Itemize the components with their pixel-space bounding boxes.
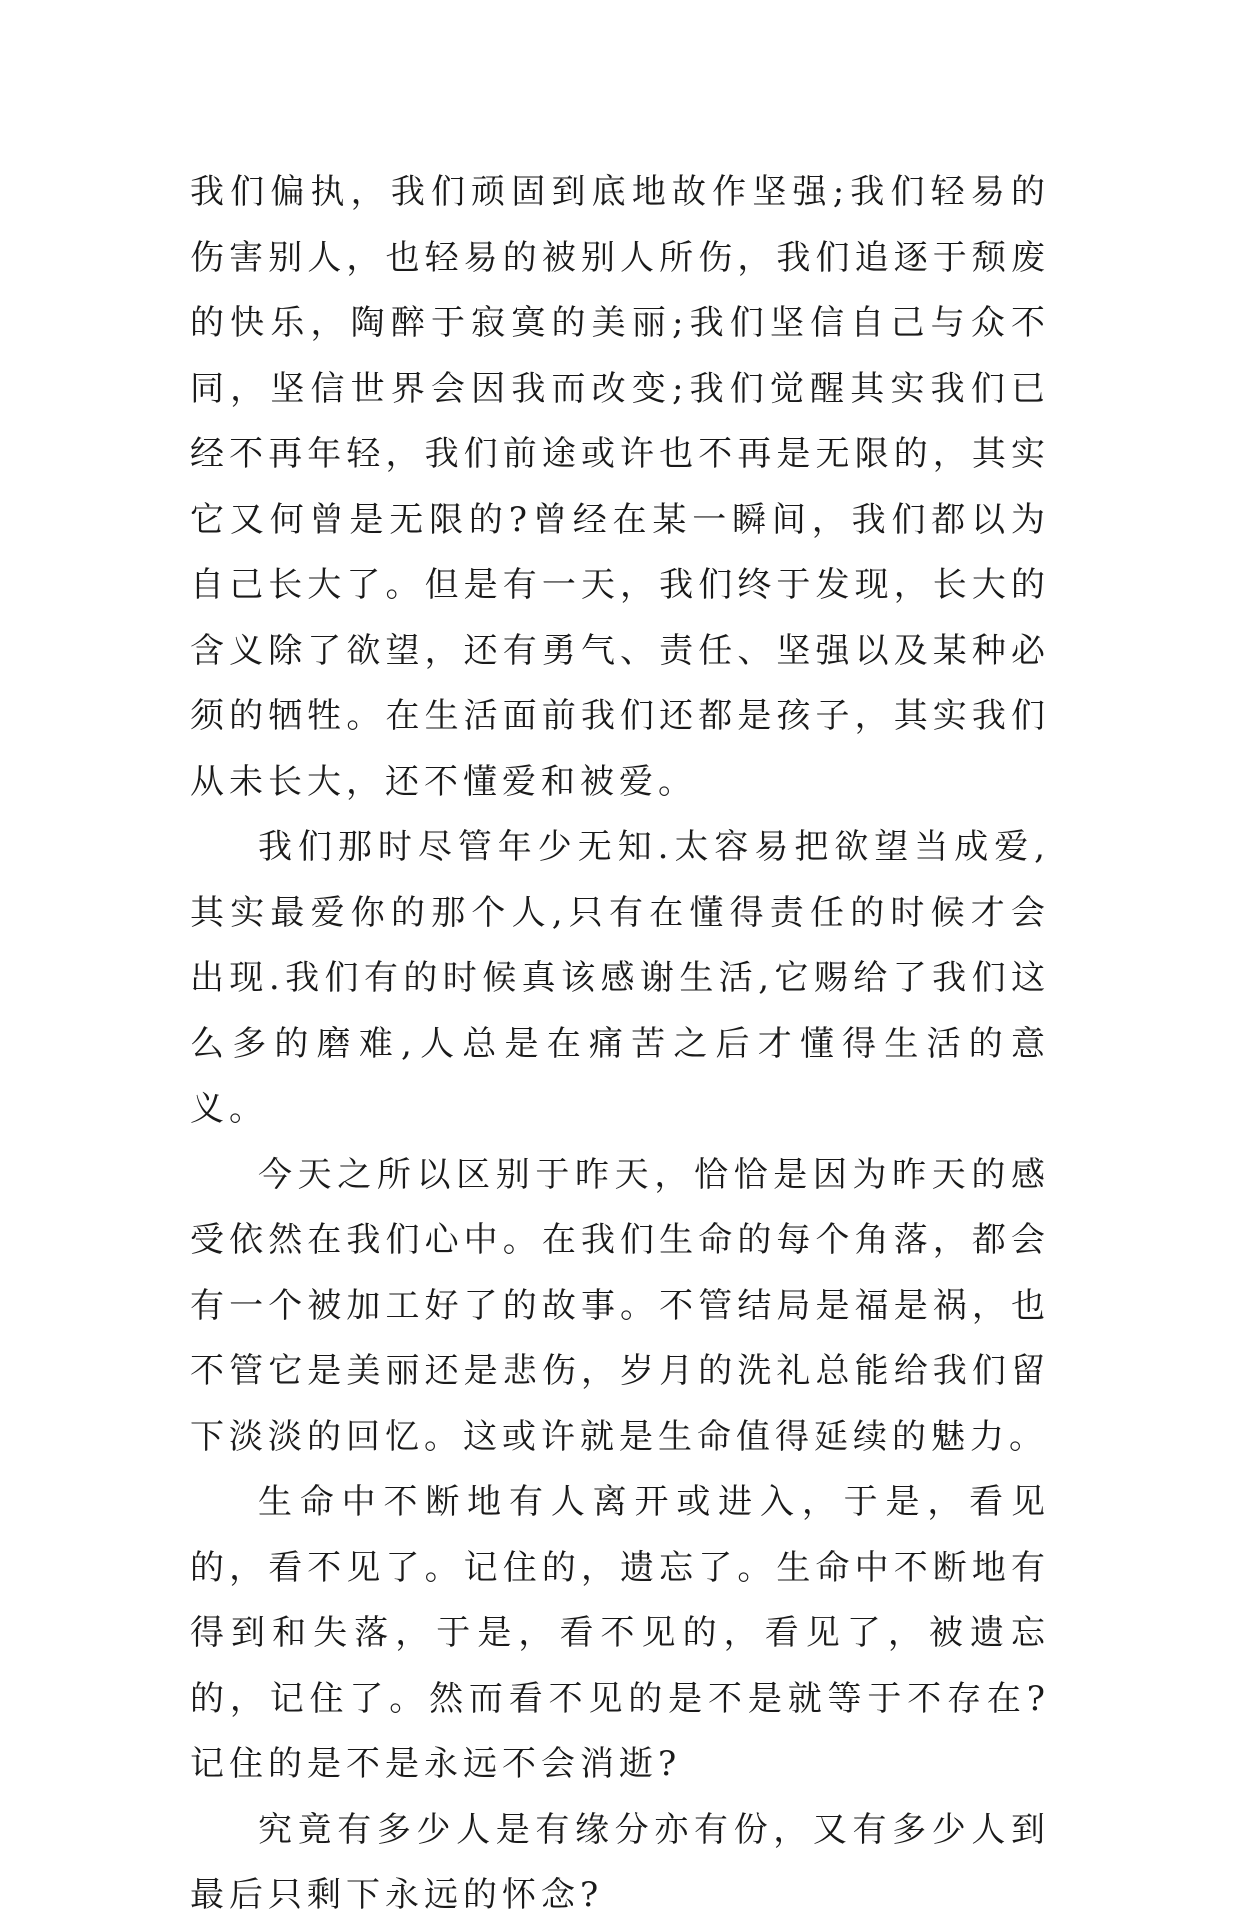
paragraph-1: 我们偏执，我们顽固到底地故作坚强;我们轻易的伤害别人，也轻易的被别人所伤，我们追逐于颓废的快乐，陶醉于寂寞的美丽;我们坚信自己与众不同，坚信世界会因我而改变;我们觉醒其实我们已经不再年轻，我们前途或许也不再是无限的，其实它又何曾是无限的?曾经在某一瞬间，我们都以为自己长大了。但是有一天，我们终于发现，长大的含义除了欲望，还有勇气、责任、坚强以及某种必须的牺牲。在生活面前我们还都是孩子，其实我们从未长大，还不懂爱和被爱。 xyxy=(190,172,1050,802)
paragraph-3: 今天之所以区别于昨天，恰恰是因为昨天的感受依然在我们心中。在我们生命的每个角落，都会有一个被加工好了的故事。不管结局是福是祸，也不管它是美丽还是悲伤，岁月的洗礼总能给我们留下淡淡的回忆。这或许就是生命值得延续的魅力。 xyxy=(190,1154,1050,1457)
document-body xyxy=(190,160,1050,1929)
paragraph-5: 究竟有多少人是有缘分亦有份，又有多少人到最后只剩下永远的怀念? xyxy=(190,1809,1050,1915)
paragraph-2: 我们那时尽管年少无知.太容易把欲望当成爱,其实最爱你的那个人,只有在懂得责任的时候才会出现.我们有的时候真该感谢生活,它赐给了我们这么多的磨难,人总是在痛苦之后才懂得生活的意义。 xyxy=(190,827,1050,1129)
paragraph-4: 生命中不断地有人离开或进入，于是，看见的，看不见了。记住的，遗忘了。生命中不断地有得到和失落，于是，看不见的，看见了，被遗忘的，记住了。然而看不见的是不是就等于不存在?记住的是不是永远不会消逝? xyxy=(190,1482,1050,1784)
